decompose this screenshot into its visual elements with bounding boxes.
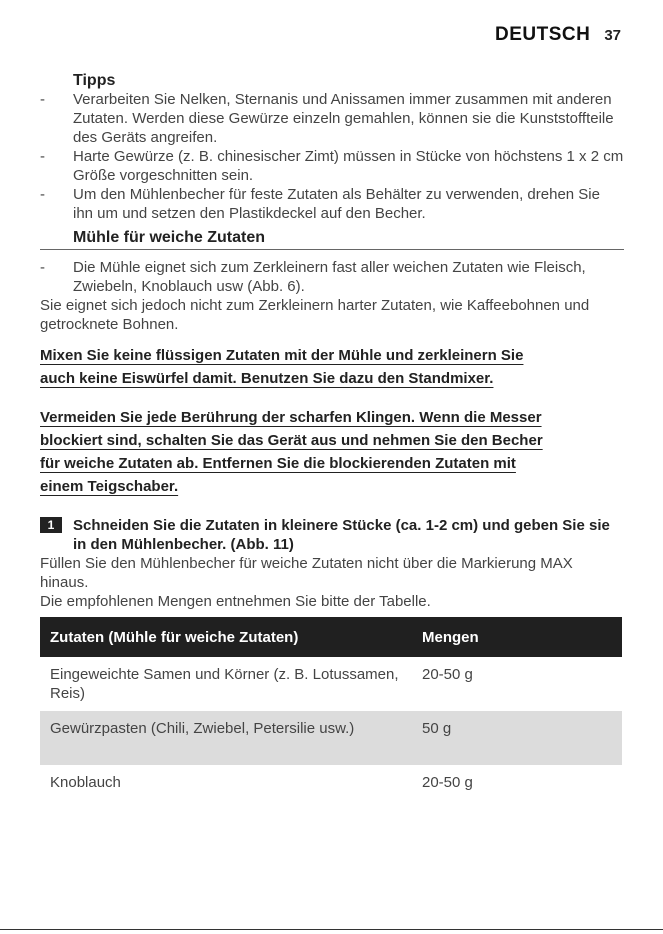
language-label: DEUTSCH xyxy=(494,24,591,45)
table-header-row xyxy=(40,617,622,657)
page-header xyxy=(495,24,621,46)
blade-warning: Vermeiden Sie jede Berührung der scharfen Klingen. Wenn die Messer blockiert sind, schalten Sie das Gerät aus und nehmen Sie den Becher für weiche Zutaten ab. Entfernen Sie die blockierenden Zutaten mit einem Teigschaber. xyxy=(40,409,543,495)
ingredient-cell: Knoblauch xyxy=(50,774,121,791)
column-header-amounts: Mengen xyxy=(412,617,622,657)
list-item: - Verarbeiten Sie Nelken, Sternanis und Anissamen immer zusammen mit anderen Zutaten. Werden diese Gewürze einzeln gemahlen, können sie die Kunststoffteile des Geräts angreifen. xyxy=(40,91,614,146)
list-item: - Die Mühle eignet sich zum Zerkleinern fast aller weichen Zutaten wie Fleisch, Zwiebeln, Knoblauch usw (Abb. 6). xyxy=(40,259,586,295)
column-header-ingredients: Zutaten (Mühle für weiche Zutaten) xyxy=(40,617,412,657)
page-content xyxy=(40,72,624,819)
list-item: - Harte Gewürze (z. B. chinesischer Zimt) müssen in Stücke von höchstens 1 x 2 cm Größe vorgeschnitten sein. xyxy=(40,148,624,184)
ingredient-cell: Eingeweichte Samen und Körner (z. B. Lotussamen, Reis) xyxy=(50,666,399,702)
ingredient-cell: Gewürzpasten (Chili, Zwiebel, Petersilie usw.) xyxy=(40,711,412,765)
hard-ingredients-note: Sie eignet sich jedoch nicht zum Zerkleinern harter Zutaten, wie Kaffeebohnen und getrocknete Bohnen. xyxy=(40,297,590,333)
table-row xyxy=(40,657,622,711)
soft-grinder-heading: Mühle für weiche Zutaten xyxy=(40,229,624,250)
soft-list xyxy=(40,258,624,296)
amount-cell: 20-50 g xyxy=(422,666,473,683)
amount-cell: 20-50 g xyxy=(422,774,473,791)
tips-list xyxy=(40,90,624,223)
table-row xyxy=(40,765,622,819)
tips-heading: Tipps xyxy=(73,72,116,89)
step-number-badge: 1 xyxy=(40,517,62,533)
quantities-table xyxy=(40,617,622,819)
amount-cell: 50 g xyxy=(412,711,622,765)
table-reference-note: Die empfohlenen Mengen entnehmen Sie bitte der Tabelle. xyxy=(40,593,431,610)
list-item: - Um den Mühlenbecher für feste Zutaten als Behälter zu verwenden, drehen Sie ihn um und setzen den Plastikdeckel auf den Becher. xyxy=(40,186,600,222)
liquid-warning: Mixen Sie keine flüssigen Zutaten mit der Mühle und zerkleinern Sie auch keine Eiswürfel damit. Benutzen Sie dazu den Standmixer. xyxy=(40,347,524,387)
step-1 xyxy=(40,516,624,554)
page-bottom-rule xyxy=(0,929,663,930)
page-number: 37 xyxy=(604,27,621,44)
step-text: Schneiden Sie die Zutaten in kleinere Stücke (ca. 1-2 cm) und geben Sie sie in den Mühlenbecher. (Abb. 11) xyxy=(73,517,610,553)
table-row xyxy=(40,711,622,765)
max-fill-note: Füllen Sie den Mühlenbecher für weiche Zutaten nicht über die Markierung MAX hinaus. xyxy=(40,555,573,591)
